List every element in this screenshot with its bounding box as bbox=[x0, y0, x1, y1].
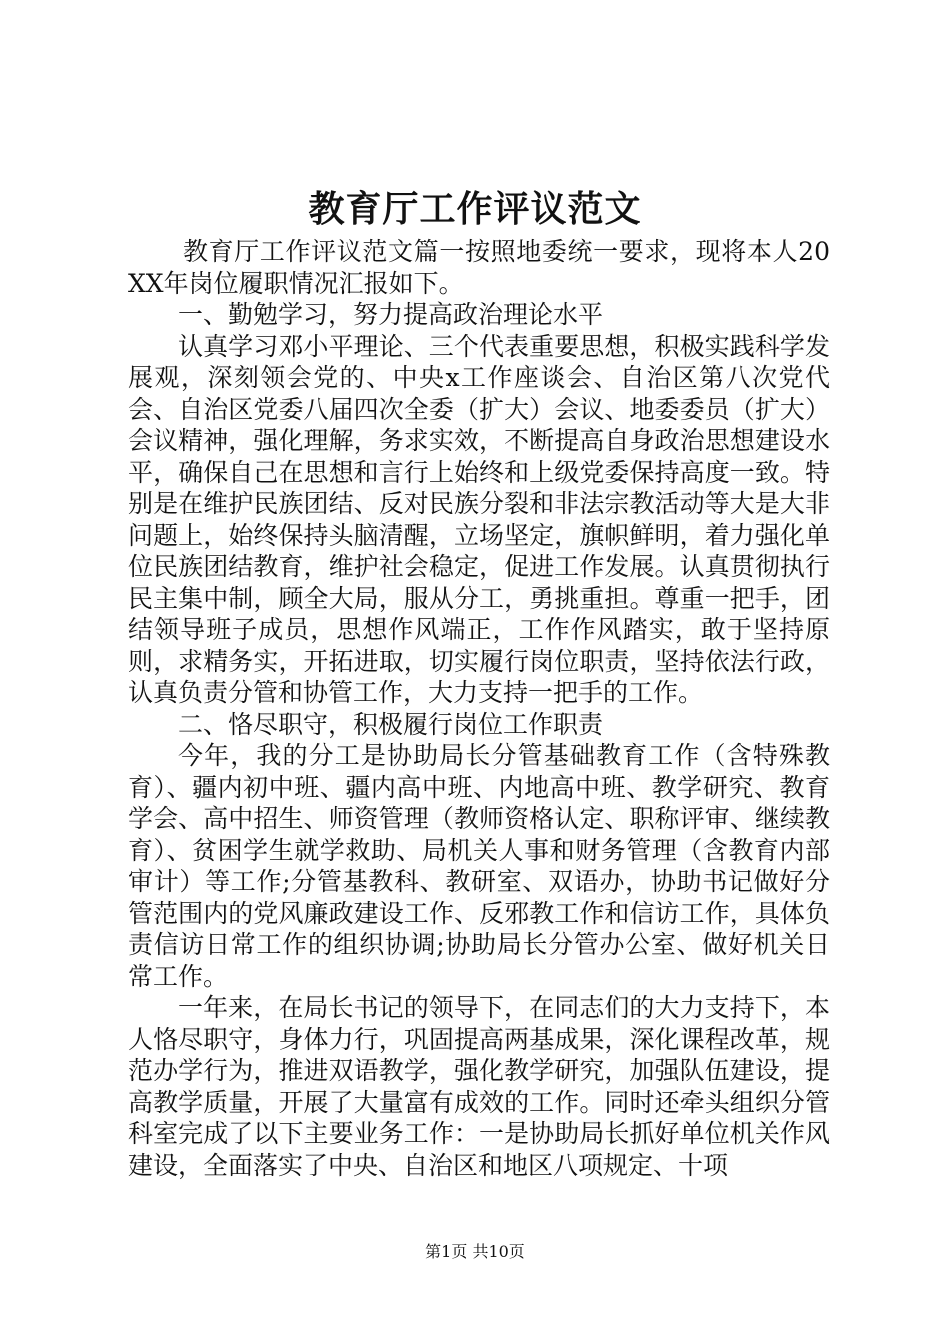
document-title: 教育厅工作评议范文 bbox=[308, 188, 642, 230]
body-paragraph: 今年，我的分工是协助局长分管基础教育工作（含特殊教育）、疆内初中班、疆内高中班、内地高中班、教学研究、教育学会、高中招生、师资管理（教师资格认定、职称评审、继续教育）、贫困学生就学救助、局机关人事和财务管理（含教育内部审计）等工作;分管基教科、教研室、双语办，协助书记做好分管范围内的党风廉政建设工作、反邪教工作和信访工作，具体负责信访日常工作的组织协调;协助局长分管办公室、做好机关日常工作。 bbox=[128, 741, 830, 991]
section-heading-1: 一、勤勉学习，努力提高政治理论水平 bbox=[178, 300, 604, 329]
document-body bbox=[128, 236, 830, 1181]
body-paragraph: 认真学习邓小平理论、三个代表重要思想，积极实践科学发展观，深刻领会党的、中央x工作座谈会、自治区第八次党代会、自治区党委八届四次全委（扩大）会议、地委委员（扩大）会议精神，强化理解，务求实效，不断提高自身政治思想建设水平，确保自己在思想和言行上始终和上级党委保持高度一致。特别是在维护民族团结、反对民族分裂和非法宗教活动等大是大非问题上，始终保持头脑清醒，立场坚定，旗帜鲜明，着力强化单位民族团结教育，维护社会稳定，促进工作发展。认真贯彻执行民主集中制，顾全大局，服从分工，勇挑重担。尊重一把手，团结领导班子成员，思想作风端正，工作作风踏实，敢于坚持原则，求精务实，开拓进取，切实履行岗位职责，坚持依法行政，认真负责分管和协管工作，大力支持一把手的工作。 bbox=[128, 331, 830, 707]
page-footer: 第1页 共10页 bbox=[425, 1242, 525, 1261]
body-paragraph: 一年来，在局长书记的领导下，在同志们的大力支持下，本人恪尽职守，身体力行，巩固提高两基成果，深化课程改革，规范办学行为，推进双语教学，强化教学研究，加强队伍建设，提高教学质量，开展了大量富有成效的工作。同时还牵头组织分管科室完成了以下主要业务工作：一是协助局长抓好单位机关作风建设，全面落实了中央、自治区和地区八项规定、十项 bbox=[128, 993, 830, 1180]
intro-paragraph: 教育厅工作评议范文篇一按照地委统一要求，现将本人20XX年岗位履职情况汇报如下。 bbox=[128, 237, 830, 298]
section-heading-2: 二、恪尽职守，积极履行岗位工作职责 bbox=[178, 709, 604, 739]
